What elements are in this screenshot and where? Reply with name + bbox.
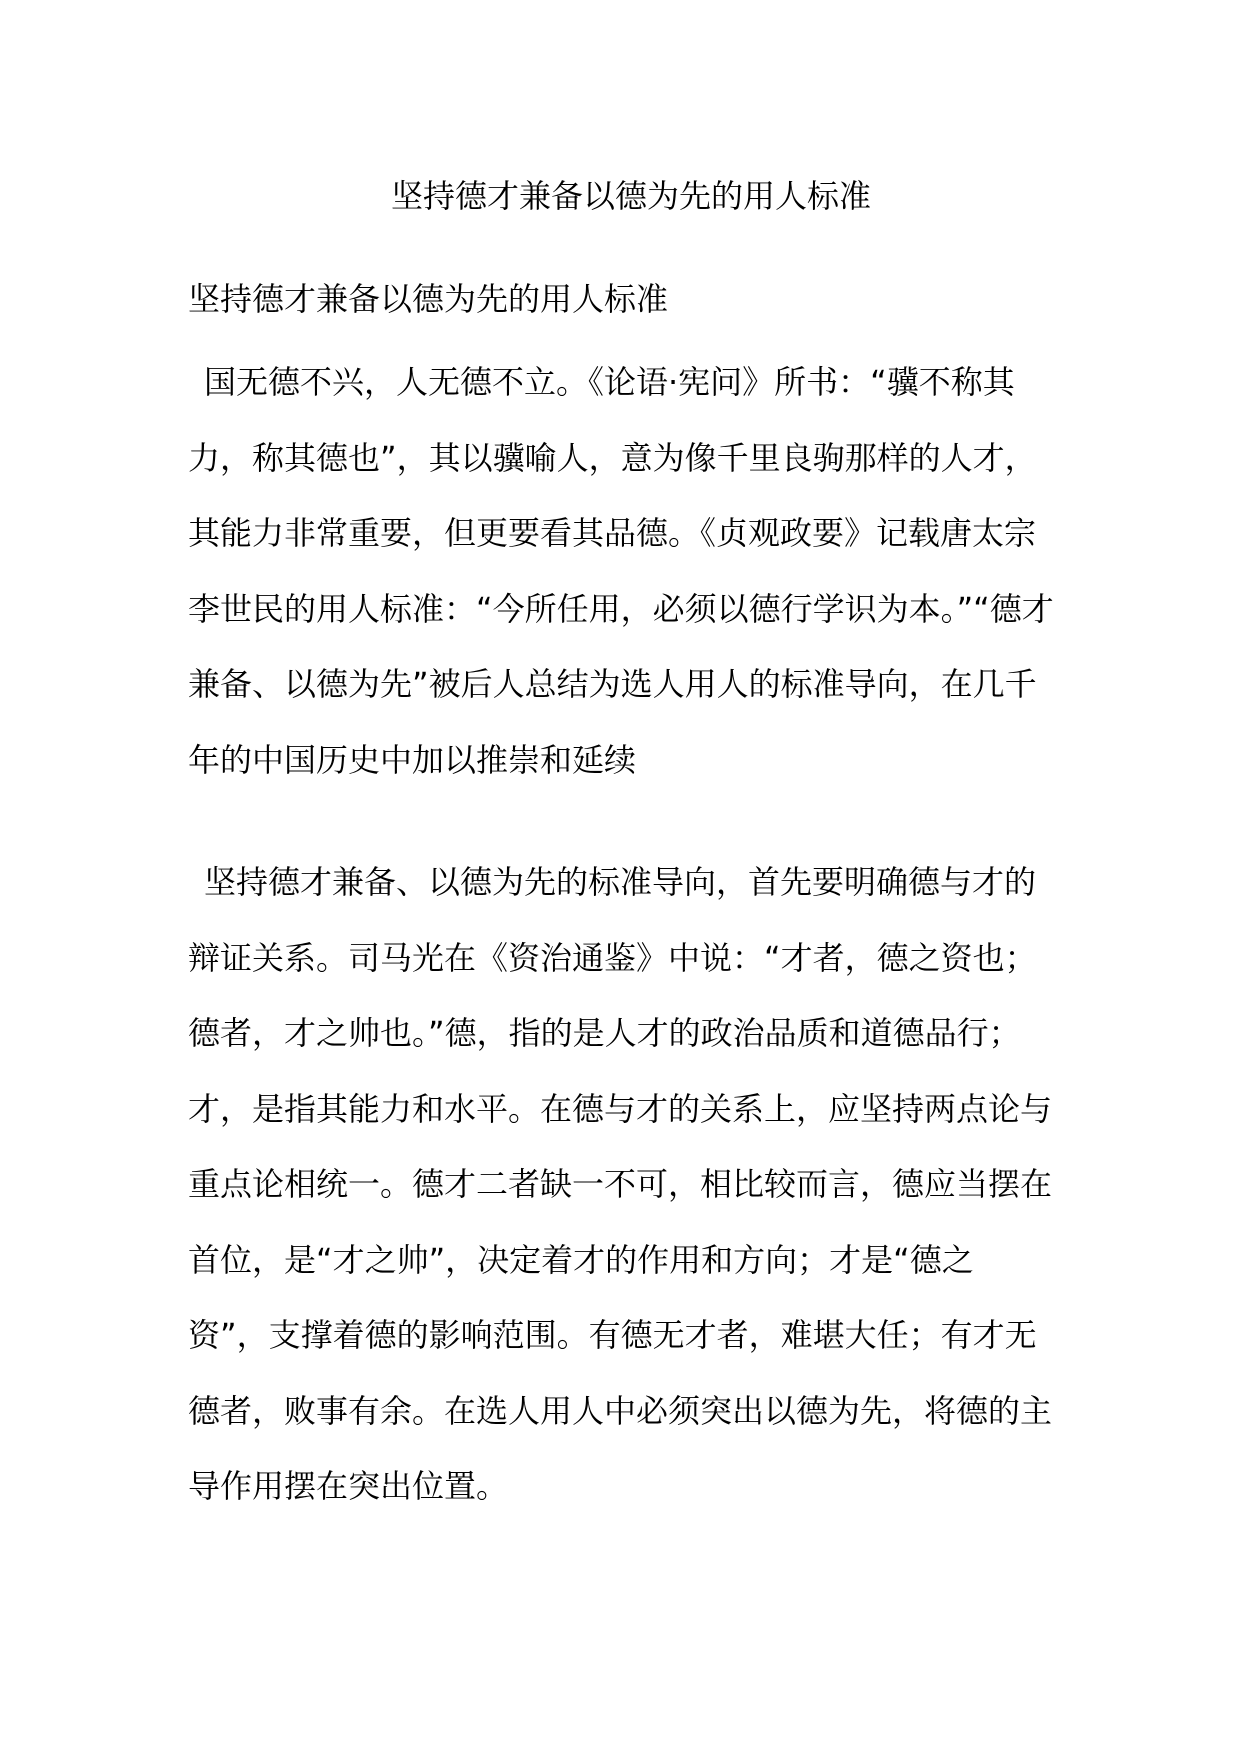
document-title: 坚持德才兼备以德为先的用人标准	[390, 177, 871, 215]
document-subheading: 坚持德才兼备以德为先的用人标准	[188, 280, 669, 318]
paragraph-2: 坚持德才兼备、以德为先的标准导向，首先要明确德与才的辩证关系。司马光在《资治通鉴》中说：“才者，德之资也；德者，才之帅也。”德，指的是人才的政治品质和道德品行；才，是指其能力和水平。在德与才的关系上，应坚持两点论与重点论相统一。德才二者缺一不可，相比较而言，德应当摆在首位，是“才之帅”，决定着才的作用和方向；才是“德之资”，支撑着德的影响范围。有德无才者，难堪大任；有才无德者，败事有余。在选人用人中必须突出以德为先，将德的主导作用摆在突出位置。	[188, 863, 1053, 1505]
paragraph-1: 国无德不兴，人无德不立。《论语·宪问》所书：“骥不称其力，称其德也”，其以骥喻人，意为像千里良驹那样的人才，其能力非常重要，但更要看其品德。《贞观政要》记载唐太宗李世民的用人标准：“今所任用，必须以德行学识为本。”“德才兼备、以德为先”被后人总结为选人用人的标准导向，在几千年的中国历史中加以推崇和延续	[188, 363, 1054, 779]
